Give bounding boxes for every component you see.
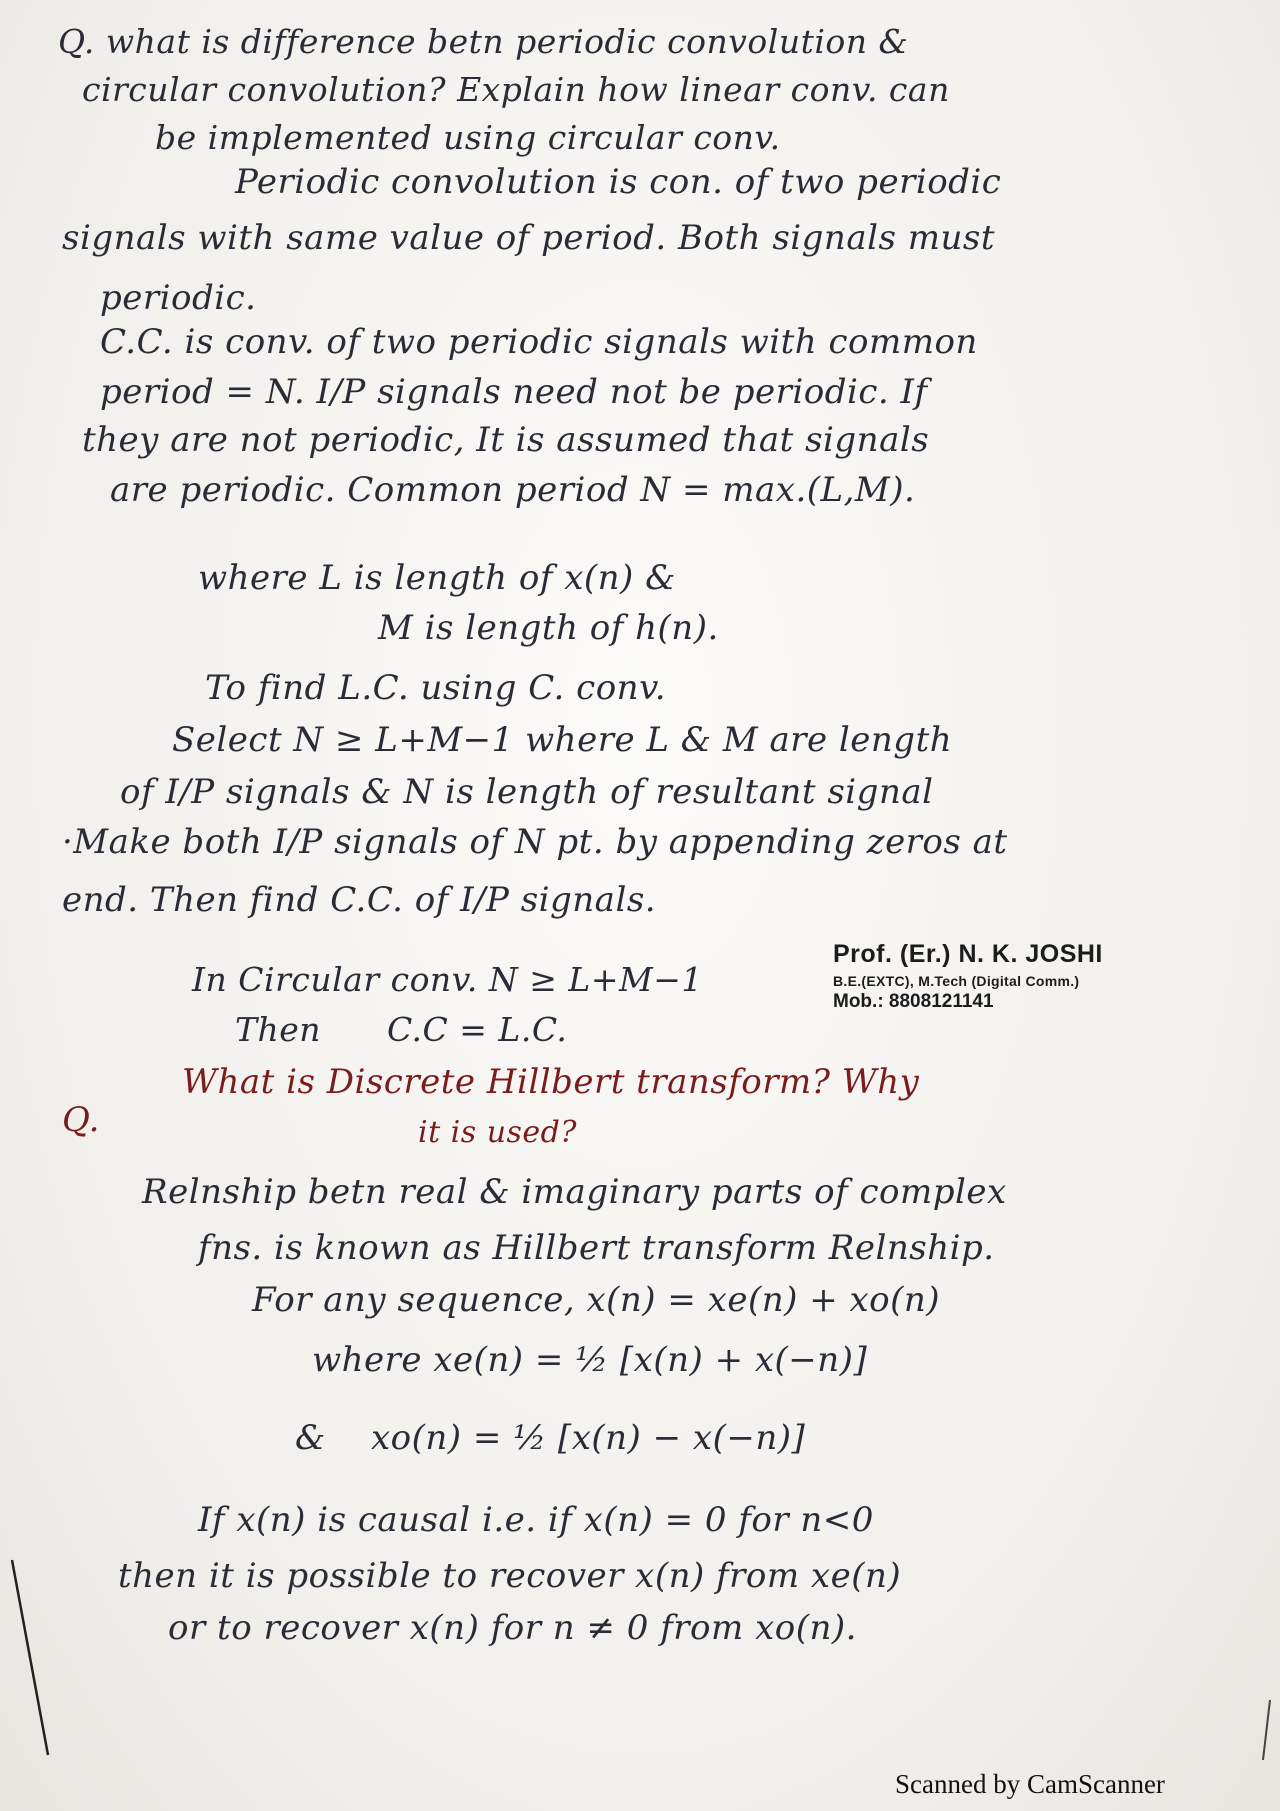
a1-line1: Periodic convolution is con. of two periodic xyxy=(235,162,1002,202)
stamp-degree: B.E.(EXTC), M.Tech (Digital Comm.) xyxy=(833,973,1080,989)
stamp-mobile: Mob.: 8808121141 xyxy=(833,991,994,1012)
a1-line14: end. Then find C.C. of I/P signals. xyxy=(62,880,657,920)
a2-line2: fns. is known as Hillbert transform Relnship. xyxy=(198,1228,995,1268)
q2-line2: it is used? xyxy=(418,1115,577,1150)
a1-line11: Select N ≥ L+M−1 where L & M are length xyxy=(172,720,953,760)
a2-line1: Relnship betn real & imaginary parts of complex xyxy=(142,1172,1007,1212)
a2-line7: then it is possible to recover x(n) from xe(n) xyxy=(118,1556,902,1596)
q2-mark: Q. xyxy=(62,1100,100,1140)
a1-line6: they are not periodic, It is assumed that signals xyxy=(82,420,930,460)
a2-line8: or to recover x(n) for n ≠ 0 from xo(n). xyxy=(168,1608,857,1648)
a1-line9: M is length of h(n). xyxy=(378,608,719,648)
a2-line4: where xe(n) = ½ [x(n) + x(−n)] xyxy=(312,1340,868,1380)
stamp-name: Prof. (Er.) N. K. JOSHI xyxy=(833,940,1103,968)
a1-line10: To find L.C. using C. conv. xyxy=(205,668,667,708)
a1-line16: Then C.C = L.C. xyxy=(235,1010,568,1049)
teacher-stamp xyxy=(833,940,1103,1013)
q1-line3: be implemented using circular conv. xyxy=(155,118,781,157)
a1-line2: signals with same value of period. Both signals must xyxy=(62,218,995,258)
a1-line3: periodic. xyxy=(100,278,257,318)
q1-line1: Q. what is difference betn periodic convolution & xyxy=(58,22,909,61)
q1-line2: circular convolution? Explain how linear conv. can xyxy=(82,70,950,109)
a1-line13: ·Make both I/P signals of N pt. by appending zeros at xyxy=(62,822,1008,862)
q2-line1: What is Discrete Hillbert transform? Why xyxy=(182,1062,920,1102)
a2-line5: & xo(n) = ½ [x(n) − x(−n)] xyxy=(295,1418,806,1458)
a1-line8: where L is length of x(n) & xyxy=(198,558,676,598)
a1-line7: are periodic. Common period N = max.(L,M). xyxy=(110,470,916,510)
a1-line4: C.C. is conv. of two periodic signals with common xyxy=(100,322,978,362)
a1-line12: of I/P signals & N is length of resultant signal xyxy=(120,772,934,812)
a2-line3: For any sequence, x(n) = xe(n) + xo(n) xyxy=(252,1280,941,1320)
a1-line15: In Circular conv. N ≥ L+M−1 xyxy=(192,960,703,999)
a2-line6: If x(n) is causal i.e. if x(n) = 0 for n<0 xyxy=(198,1500,874,1540)
scanner-footer: Scanned by CamScanner xyxy=(895,1769,1165,1799)
a1-line5: period = N. I/P signals need not be periodic. If xyxy=(100,372,928,412)
